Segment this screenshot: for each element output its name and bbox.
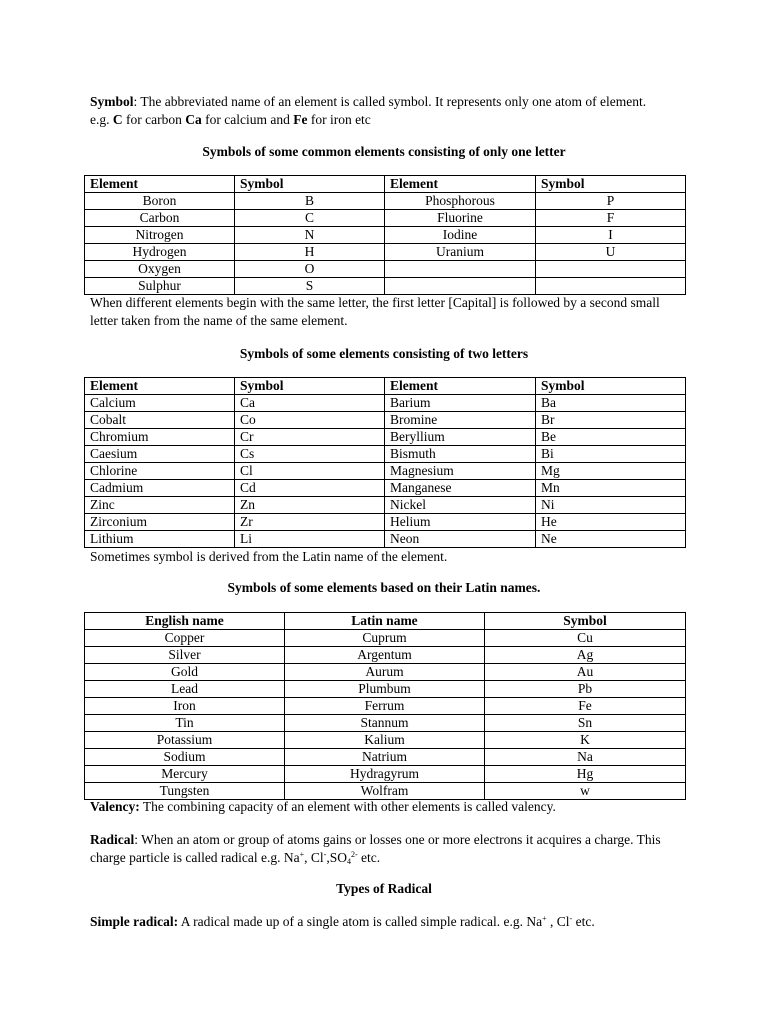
- table-cell: Fluorine: [385, 210, 536, 227]
- table-cell: Nickel: [385, 497, 536, 514]
- table1-heading: Symbols of some common elements consisting of only one letter: [202, 144, 566, 159]
- superscript: 2-: [350, 849, 358, 859]
- two-letter-symbols-table: [84, 377, 686, 548]
- table-row: [85, 766, 686, 783]
- radical-text: ,SO: [326, 849, 347, 865]
- table-cell: Calcium: [85, 395, 235, 412]
- table-cell: He: [536, 514, 686, 531]
- simple-radical-term: Simple radical:: [90, 914, 179, 929]
- radical-text: etc.: [357, 849, 381, 865]
- table-cell: Carbon: [85, 210, 235, 227]
- table-cell: Hydragyrum: [285, 766, 485, 783]
- simple-radical-text: A radical made up of a single atom is called simple radical. e.g. Na: [178, 914, 543, 929]
- table-cell: Lithium: [85, 531, 235, 548]
- table-cell: Bi: [536, 446, 686, 463]
- table-cell: Plumbum: [285, 681, 485, 698]
- table-cell: I: [536, 227, 686, 244]
- table-cell: Caesium: [85, 446, 235, 463]
- table-cell: Copper: [85, 630, 285, 647]
- table-row: [85, 698, 686, 715]
- table-cell: Cuprum: [285, 630, 485, 647]
- table-cell: Sodium: [85, 749, 285, 766]
- table-row: [85, 664, 686, 681]
- table-cell: Ni: [536, 497, 686, 514]
- column-header: Symbol: [235, 176, 385, 193]
- example-symbol-ca: Ca: [185, 111, 202, 127]
- table-cell: N: [235, 227, 385, 244]
- table-row: [85, 630, 686, 647]
- table-cell: P: [536, 193, 686, 210]
- table-cell: Ca: [235, 395, 385, 412]
- table-cell: Pb: [485, 681, 686, 698]
- table-cell: Mn: [536, 480, 686, 497]
- table-cell: Be: [536, 429, 686, 446]
- table-cell: Uranium: [385, 244, 536, 261]
- superscript: +: [299, 849, 305, 859]
- symbol-definition: [90, 93, 690, 128]
- table-row: [85, 429, 686, 446]
- table-cell: Ne: [536, 531, 686, 548]
- latin-names-table: [84, 612, 686, 800]
- table-cell: [536, 261, 686, 278]
- column-header: Symbol: [536, 378, 686, 395]
- table-cell: Sulphur: [85, 278, 235, 295]
- column-header: Element: [85, 176, 235, 193]
- example-symbol-c: C: [112, 111, 123, 127]
- table-cell: Boron: [85, 193, 235, 210]
- table-header-row: [85, 176, 686, 193]
- table-row: [85, 732, 686, 749]
- table-cell: Zirconium: [85, 514, 235, 531]
- table-cell: Zinc: [85, 497, 235, 514]
- superscript: -: [569, 914, 573, 923]
- table-row: [85, 681, 686, 698]
- table-cell: [536, 278, 686, 295]
- table-row: [85, 210, 686, 227]
- table-row: [85, 715, 686, 732]
- latin-name-note: Sometimes symbol is derived from the Latin name of the element.: [90, 549, 448, 564]
- table-cell: Fe: [485, 698, 686, 715]
- table-row: [85, 647, 686, 664]
- table-cell: Br: [536, 412, 686, 429]
- column-header: Element: [385, 176, 536, 193]
- table-cell: Tin: [85, 715, 285, 732]
- table2-heading: Symbols of some elements consisting of two letters: [239, 346, 529, 361]
- table-cell: Cadmium: [85, 480, 235, 497]
- table-cell: H: [235, 244, 385, 261]
- table-cell: Manganese: [385, 480, 536, 497]
- table-cell: Potassium: [85, 732, 285, 749]
- example-text-calcium: for calcium and: [201, 111, 294, 127]
- table-cell: Oxygen: [85, 261, 235, 278]
- table-cell: Cd: [235, 480, 385, 497]
- table-row: [85, 531, 686, 548]
- table-cell: Silver: [85, 647, 285, 664]
- table-cell: Chlorine: [85, 463, 235, 480]
- one-letter-symbols-table: [84, 175, 686, 295]
- table-cell: Phosphorous: [385, 193, 536, 210]
- same-letter-note: When different elements begin with the same letter, the first letter [Capital] is followed by a second small letter taken from the name of the same element.: [90, 295, 660, 328]
- table-row: [85, 227, 686, 244]
- table-cell: Co: [235, 412, 385, 429]
- table-cell: Cr: [235, 429, 385, 446]
- table-cell: Beryllium: [385, 429, 536, 446]
- table-row: [85, 514, 686, 531]
- table-cell: K: [485, 732, 686, 749]
- simple-radical-definition: [90, 913, 690, 931]
- subscript: 4: [346, 856, 351, 866]
- column-header: English name: [85, 613, 285, 630]
- radical-term: Radical: [90, 832, 135, 847]
- table-cell: Cl: [235, 463, 385, 480]
- table-cell: Tungsten: [85, 783, 285, 800]
- valency-term: Valency:: [90, 799, 140, 814]
- radical-text: : When an atom or group of atoms gains or losses one or more electrons it acquires a charge. This charge particle is called radical e.g. Na: [90, 832, 661, 865]
- table-cell: Sn: [485, 715, 686, 732]
- table-cell: C: [235, 210, 385, 227]
- table-cell: F: [536, 210, 686, 227]
- table-row: [85, 244, 686, 261]
- table-cell: S: [235, 278, 385, 295]
- column-header: Symbol: [536, 176, 686, 193]
- table-header-row: [85, 613, 686, 630]
- table-row: [85, 783, 686, 800]
- table-row: [85, 412, 686, 429]
- table-cell: Zn: [235, 497, 385, 514]
- simple-radical-text: , Cl: [546, 914, 570, 929]
- table-cell: Gold: [85, 664, 285, 681]
- simple-radical-text: etc.: [572, 914, 595, 929]
- table-cell: Cs: [235, 446, 385, 463]
- table-cell: Chromium: [85, 429, 235, 446]
- symbol-definition-text: : The abbreviated name of an element is called symbol. It represents only one atom of element.: [133, 94, 647, 109]
- eg-prefix: e.g.: [90, 111, 113, 127]
- table-cell: [385, 278, 536, 295]
- table-cell: Nitrogen: [85, 227, 235, 244]
- table-cell: Iodine: [385, 227, 536, 244]
- table-cell: Aurum: [285, 664, 485, 681]
- table-cell: [385, 261, 536, 278]
- table-cell: Cobalt: [85, 412, 235, 429]
- example-text-carbon: for carbon: [122, 111, 186, 127]
- table-cell: O: [235, 261, 385, 278]
- table-cell: Iron: [85, 698, 285, 715]
- table-cell: Helium: [385, 514, 536, 531]
- symbol-term: Symbol: [90, 94, 134, 109]
- column-header: Element: [85, 378, 235, 395]
- table-row: [85, 278, 686, 295]
- table-cell: Lead: [85, 681, 285, 698]
- radical-definition: [90, 831, 690, 866]
- table-cell: Zr: [235, 514, 385, 531]
- table-cell: Na: [485, 749, 686, 766]
- table-cell: Natrium: [285, 749, 485, 766]
- column-header: Latin name: [285, 613, 485, 630]
- table-row: [85, 749, 686, 766]
- table-cell: Neon: [385, 531, 536, 548]
- table-cell: Mercury: [85, 766, 285, 783]
- superscript: -: [323, 849, 327, 859]
- example-symbol-fe: Fe: [293, 111, 308, 127]
- table-cell: Li: [235, 531, 385, 548]
- table-cell: U: [536, 244, 686, 261]
- table-cell: Cu: [485, 630, 686, 647]
- column-header: Symbol: [485, 613, 686, 630]
- table-row: [85, 261, 686, 278]
- table-row: [85, 446, 686, 463]
- table-row: [85, 193, 686, 210]
- column-header: Symbol: [235, 378, 385, 395]
- table-cell: Bismuth: [385, 446, 536, 463]
- table-cell: Stannum: [285, 715, 485, 732]
- table-header-row: [85, 378, 686, 395]
- table-cell: w: [485, 783, 686, 800]
- example-text-iron: for iron etc: [307, 111, 371, 127]
- column-header: Element: [385, 378, 536, 395]
- table-cell: Ferrum: [285, 698, 485, 715]
- table3-heading: Symbols of some elements based on their Latin names.: [227, 580, 541, 595]
- table-cell: Au: [485, 664, 686, 681]
- table-cell: Wolfram: [285, 783, 485, 800]
- table-cell: Kalium: [285, 732, 485, 749]
- table-cell: Mg: [536, 463, 686, 480]
- table-cell: Bromine: [385, 412, 536, 429]
- table-cell: Barium: [385, 395, 536, 412]
- table-cell: Magnesium: [385, 463, 536, 480]
- table-cell: Argentum: [285, 647, 485, 664]
- table-cell: B: [235, 193, 385, 210]
- table-cell: Hydrogen: [85, 244, 235, 261]
- table-cell: Ag: [485, 647, 686, 664]
- table-row: [85, 395, 686, 412]
- table-row: [85, 480, 686, 497]
- radical-text: , Cl: [304, 849, 324, 865]
- table-row: [85, 463, 686, 480]
- superscript: +: [542, 914, 547, 923]
- types-of-radical-heading: Types of Radical: [336, 881, 432, 896]
- valency-text: The combining capacity of an element with other elements is called valency.: [139, 799, 556, 814]
- table-cell: Ba: [536, 395, 686, 412]
- table-cell: Hg: [485, 766, 686, 783]
- table-row: [85, 497, 686, 514]
- valency-definition: [90, 798, 690, 816]
